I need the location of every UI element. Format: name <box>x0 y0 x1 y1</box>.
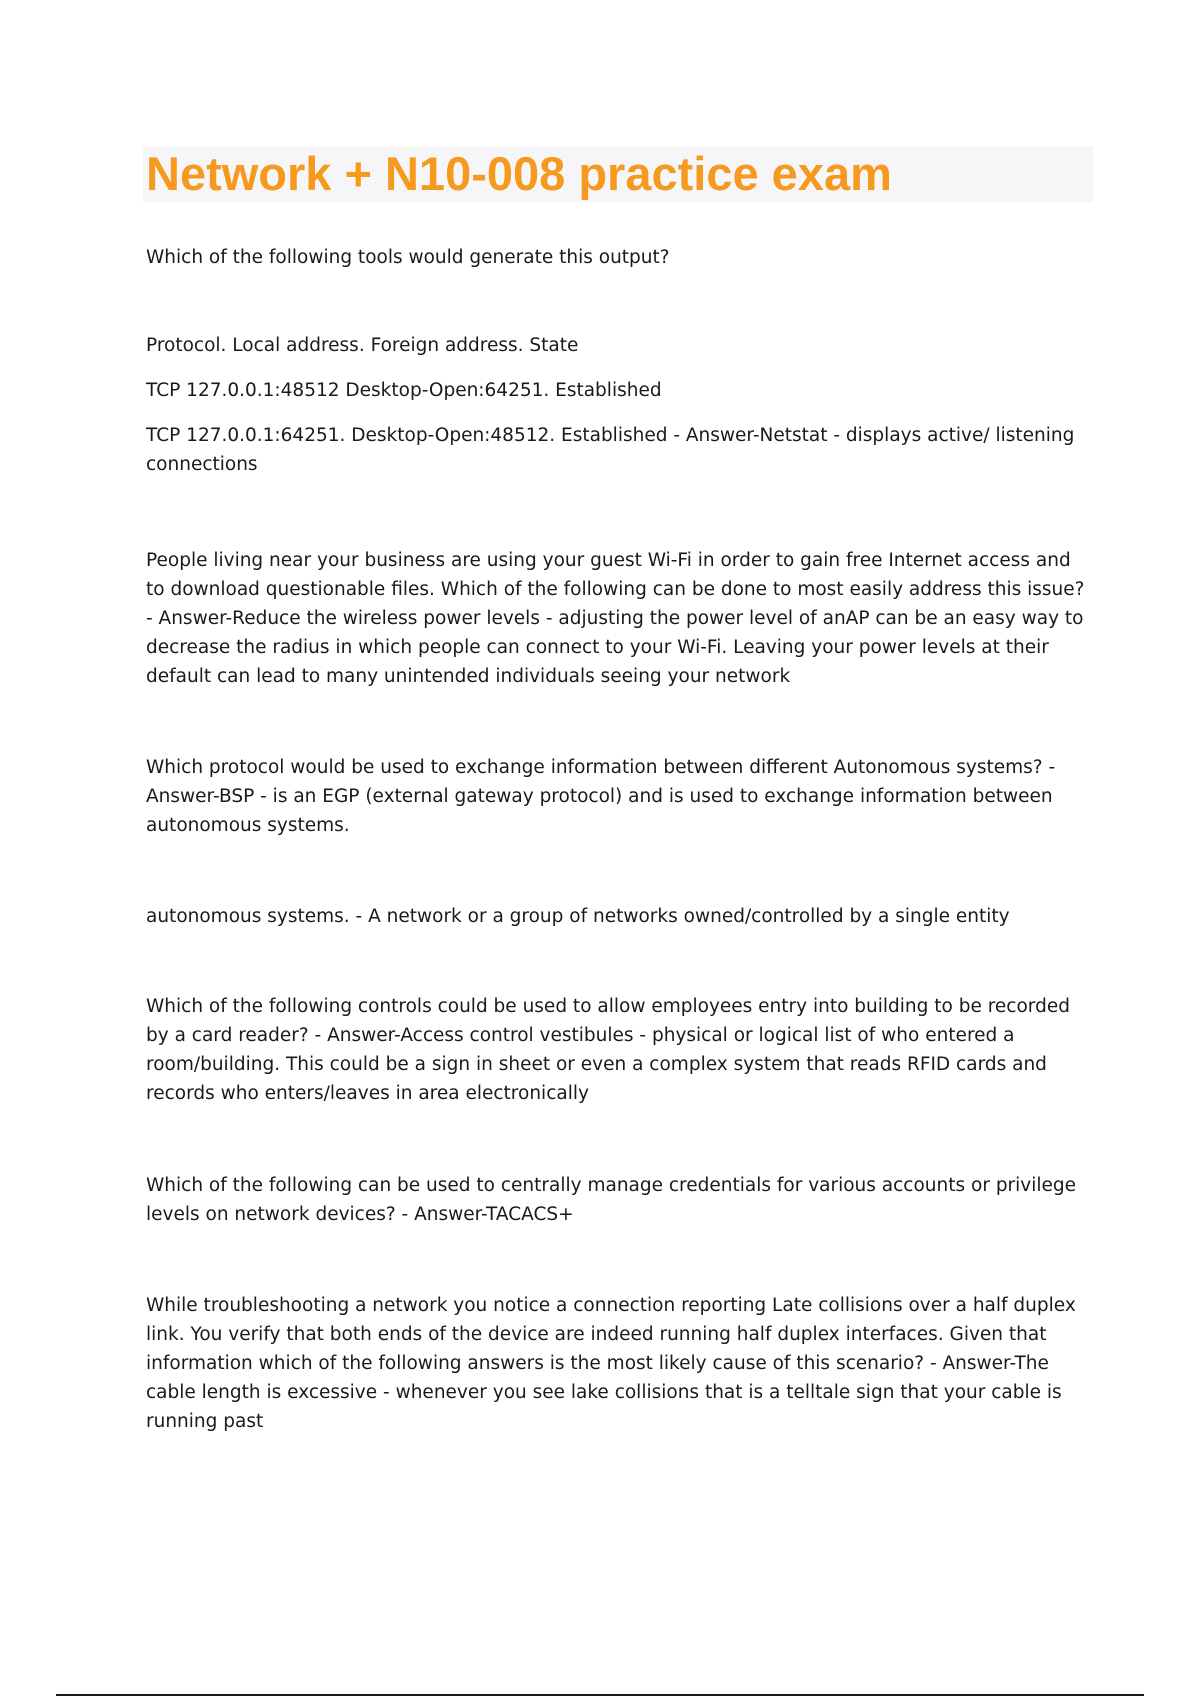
document-title: Network + N10-008 practice exam <box>146 147 892 200</box>
output-line-1 <box>146 376 1091 405</box>
question-tool-output <box>146 243 1091 272</box>
question-autonomous-systems <box>146 753 1091 840</box>
question-answer-text: People living near your business are using your guest Wi-Fi in order to gain free Internet access and to download questionable files. Which of the following can be done to most easily address this issue? - Answer-Reduce the wireless power levels - adjusting the power level of anAP can be an easy way to decrease the radius in which people can connect to your Wi-Fi. Leaving your power levels at their default can lead to many unintended individuals seeing your network <box>146 550 1085 687</box>
answer-text: TCP 127.0.0.1:64251. Desktop-Open:48512. Established - Answer-Netstat - displays active/ listening connections <box>146 425 1075 475</box>
output-header: Protocol. Local address. Foreign address. State <box>146 335 579 356</box>
question-answer-text: Which protocol would be used to exchange information between different Autonomous systems? - Answer-BSP - is an EGP (external gateway protocol) and is used to exchange information between autonomous systems. <box>146 757 1056 836</box>
output-header-line <box>146 331 1091 360</box>
question-answer-text: Which of the following controls could be used to allow employees entry into building to be recorded by a card reader? - Answer-Access control vestibules - physical or logical list of who entered a room/building. This could be a sign in sheet or even a complex system that reads RFID cards and records who enters/leaves in area electronically <box>146 996 1070 1104</box>
question-access-control <box>146 992 1091 1108</box>
definition-text: autonomous systems. - A network or a group of networks owned/controlled by a single entity <box>146 906 1010 927</box>
output-line-2-answer <box>146 421 1091 479</box>
question-guest-wifi <box>146 546 1091 691</box>
question-late-collisions <box>146 1291 1091 1436</box>
question-answer-text: Which of the following can be used to centrally manage credentials for various accounts or privilege levels on network devices? - Answer-TACACS+ <box>146 1175 1077 1225</box>
output-row: TCP 127.0.0.1:48512 Desktop-Open:64251. Established <box>146 380 662 401</box>
question-answer-text: While troubleshooting a network you notice a connection reporting Late collisions over a half duplex link. You verify that both ends of the device are indeed running half duplex interfaces. Given that information which of the following answers is the most likely cause of this scenario? - Answer-The cable length is excessive - whenever you see lake collisions that is a telltale sign that your cable is running past <box>146 1295 1076 1432</box>
question-central-credentials <box>146 1171 1091 1229</box>
question-text: Which of the following tools would generate this output? <box>146 247 670 268</box>
definition-autonomous-systems <box>146 902 1091 931</box>
page-bottom-rule <box>56 1694 1144 1696</box>
